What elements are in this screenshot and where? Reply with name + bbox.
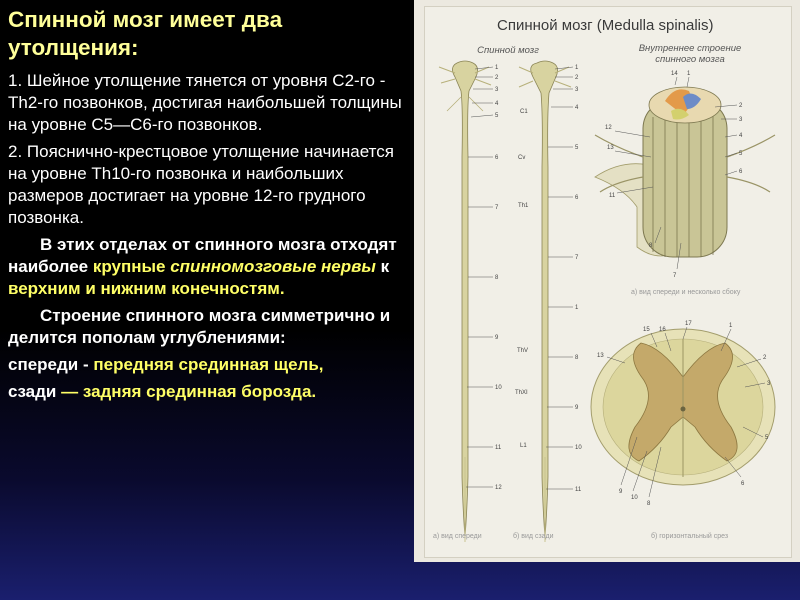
svg-text:3: 3 [495,87,499,93]
caption-back: б) вид сзади [513,533,554,540]
figure-subtitle-right-1: Внутреннее строение [638,43,742,54]
caption-front: а) вид спереди [433,533,482,540]
svg-text:6: 6 [739,169,743,175]
svg-text:10: 10 [495,385,502,391]
svg-text:3: 3 [739,117,743,123]
back-sulcus: — задняя срединная борозда. [56,382,317,401]
level-cv: Cv [518,155,526,161]
front-fissure: передняя срединная щель, [93,355,324,374]
svg-text:10: 10 [575,445,582,451]
nerves-highlight-spinal: спинномозговые нервы [170,257,376,276]
spinal-cord-drawings [425,7,791,557]
svg-text:10: 10 [631,495,638,501]
svg-text:4: 4 [575,105,579,111]
svg-text:13: 13 [597,353,604,359]
svg-text:7: 7 [673,273,677,279]
svg-text:3: 3 [767,381,771,387]
front-label: спереди - [8,355,94,374]
svg-text:11: 11 [575,487,582,493]
svg-text:1: 1 [729,323,733,329]
figure-subtitle-left: Спинной мозг [477,45,539,56]
nerves-highlight-limbs: верхним и нижним конечностям. [8,279,285,298]
caption-section: б) горизонтальный срез [651,533,729,540]
svg-text:2: 2 [739,103,743,109]
svg-text:12: 12 [495,485,502,491]
svg-text:11: 11 [495,445,502,451]
svg-text:1: 1 [575,305,579,311]
svg-text:7: 7 [575,255,579,261]
svg-text:8: 8 [495,275,499,281]
level-thxi: ThXI [515,390,528,396]
figure-frame [424,6,792,558]
level-c1: C1 [520,109,528,115]
svg-text:1: 1 [687,71,691,77]
svg-text:5: 5 [765,435,769,441]
svg-text:2: 2 [575,75,579,81]
svg-text:5: 5 [739,151,743,157]
svg-text:14: 14 [671,71,678,77]
svg-text:15: 15 [643,327,650,333]
svg-text:1: 1 [575,65,579,71]
svg-text:9: 9 [575,405,579,411]
nerves-text-a: В этих отделах от спинного мозга отходят наиболее [8,235,397,276]
svg-text:4: 4 [739,133,743,139]
paragraph-back [8,381,404,403]
svg-text:2: 2 [763,355,767,361]
level-labels [515,109,529,449]
svg-text:13: 13 [607,145,614,151]
svg-text:8: 8 [575,355,579,361]
slide-text-panel [8,6,404,596]
paragraph-symmetry: Строение спинного мозга симметрично и делится пополам углублениями: [8,306,391,347]
svg-text:16: 16 [659,327,666,333]
figure-title: Спинной мозг (Medulla spinalis) [497,17,714,34]
paragraph-cervical: 1. Шейное утолщение тянется от уровня С2-го - Th2-го позвонков, достигая наибольшей толщины на уровне С5—С6-го позвонков. [8,71,402,134]
svg-text:8: 8 [649,243,653,249]
level-thv: ThV [517,348,529,354]
svg-text:2: 2 [495,75,499,81]
spinal-segment-3d [595,71,775,279]
spinal-cross-section [591,321,775,507]
svg-text:9: 9 [495,335,499,341]
nerves-highlight-large: крупные [92,257,166,276]
spinal-cord-front-view [439,61,502,542]
svg-text:8: 8 [647,501,651,507]
paragraph-nerves [8,234,404,300]
spinal-cord-back-view [519,61,582,542]
svg-text:5: 5 [495,113,499,119]
svg-text:6: 6 [741,481,745,487]
svg-text:4: 4 [495,101,499,107]
level-th1: Th1 [518,203,529,209]
svg-text:12: 12 [605,125,612,131]
paragraph-front [8,354,404,376]
level-l1: L1 [520,443,527,449]
nerves-text-to: к [375,257,390,276]
svg-text:3: 3 [575,87,579,93]
caption-segment: а) вид спереди и несколько сбоку [631,289,741,296]
svg-text:9: 9 [619,489,623,495]
svg-text:11: 11 [609,193,616,199]
svg-text:6: 6 [575,195,579,201]
slide-title: Спинной мозг имеет два утолщения: [8,7,283,60]
anatomy-figure [414,0,800,562]
svg-text:1: 1 [495,65,499,71]
svg-text:6: 6 [495,155,499,161]
svg-text:7: 7 [495,205,499,211]
svg-text:17: 17 [685,321,692,327]
paragraph-lumbosacral: 2. Пояснично-крестцовое утолщение начинается на уровне Th10-го позвонка и наибольших размеров достигает на уровне 12-го грудного позвонка. [8,142,394,227]
svg-text:5: 5 [575,145,579,151]
back-label: сзади [8,382,57,401]
figure-subtitle-right-2: спинного мозга [655,54,725,65]
